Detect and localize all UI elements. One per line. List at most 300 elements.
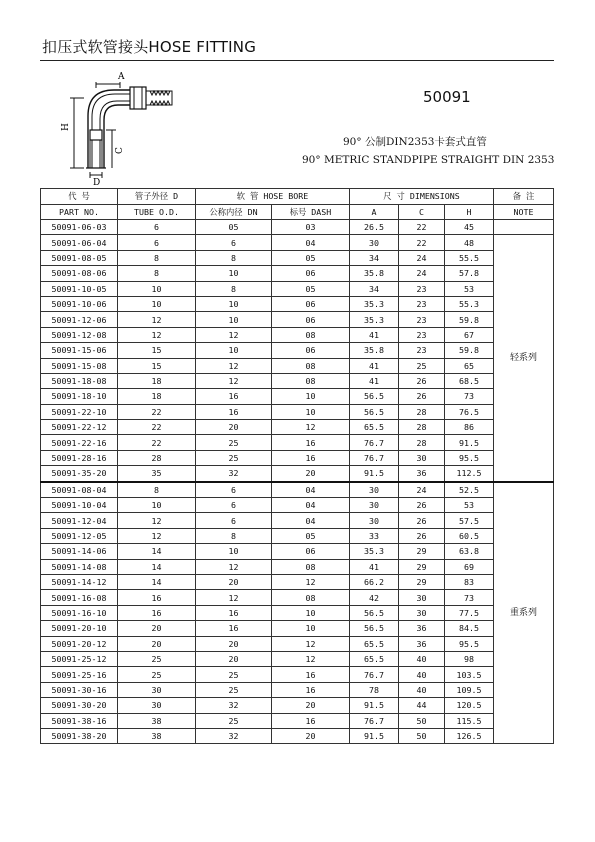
table-cell: 91.5 — [350, 728, 399, 743]
table-row — [41, 636, 554, 651]
table-cell: 40 — [399, 667, 445, 682]
table-cell: 40 — [399, 682, 445, 697]
table-cell: 38 — [118, 728, 196, 743]
table-cell: 40 — [399, 651, 445, 666]
table-cell: 126.5 — [445, 728, 494, 743]
table-cell: 10 — [196, 296, 272, 311]
table-cell: 15 — [118, 358, 196, 373]
table-cell: 95.5 — [445, 450, 494, 465]
table-row — [41, 466, 554, 482]
table-cell: 12 — [196, 559, 272, 574]
table-cell: 10 — [196, 343, 272, 358]
table-cell: 12 — [118, 528, 196, 543]
table-cell: 35.3 — [350, 312, 399, 327]
table-cell: 50091-22-16 — [41, 435, 118, 450]
table-cell: 06 — [272, 312, 350, 327]
table-cell: 23 — [399, 327, 445, 342]
table-cell: 10 — [196, 312, 272, 327]
table-cell: 25 — [118, 651, 196, 666]
table-cell: 24 — [399, 266, 445, 281]
table-cell: 26.5 — [350, 220, 399, 235]
table-cell: 50091-30-16 — [41, 682, 118, 697]
table-cell: 50091-38-20 — [41, 728, 118, 743]
table-cell: 50091-08-04 — [41, 482, 118, 498]
table-cell: 35.8 — [350, 343, 399, 358]
table-cell: 22 — [118, 435, 196, 450]
table-cell: 56.5 — [350, 621, 399, 636]
table-row — [41, 343, 554, 358]
table-cell: 25 — [196, 450, 272, 465]
table-cell: 14 — [118, 559, 196, 574]
table-cell: 30 — [350, 513, 399, 528]
table-row — [41, 420, 554, 435]
table-cell: 8 — [196, 281, 272, 296]
table-cell: 25 — [399, 358, 445, 373]
fitting-drawing — [60, 68, 190, 186]
table-cell: 6 — [196, 235, 272, 250]
table-cell: 65 — [445, 358, 494, 373]
header-part-cn: 代 号 — [41, 189, 118, 205]
table-cell: 48 — [445, 235, 494, 250]
specification-table — [40, 188, 554, 744]
table-cell: 06 — [272, 296, 350, 311]
table-cell: 32 — [196, 728, 272, 743]
table-cell: 69 — [445, 559, 494, 574]
table-cell: 29 — [399, 574, 445, 589]
table-row — [41, 266, 554, 281]
table-cell: 22 — [118, 420, 196, 435]
table-row — [41, 574, 554, 589]
table-row — [41, 621, 554, 636]
table-cell: 95.5 — [445, 636, 494, 651]
table-cell: 15 — [118, 343, 196, 358]
table-cell: 18 — [118, 373, 196, 388]
table-cell: 57.5 — [445, 513, 494, 528]
table-cell: 50091-22-12 — [41, 420, 118, 435]
table-cell: 23 — [399, 281, 445, 296]
table-cell: 20 — [196, 636, 272, 651]
table-cell: 16 — [272, 667, 350, 682]
table-cell: 8 — [118, 250, 196, 265]
table-cell: 50091-12-06 — [41, 312, 118, 327]
table-cell: 16 — [118, 605, 196, 620]
header-note-cn: 备 注 — [494, 189, 554, 205]
table-cell: 20 — [272, 728, 350, 743]
table-cell: 32 — [196, 466, 272, 482]
table-cell: 12 — [118, 513, 196, 528]
table-cell: 6 — [196, 513, 272, 528]
table-cell: 55.5 — [445, 250, 494, 265]
header-tube-cn: 管子外径 D — [118, 189, 196, 205]
table-cell: 10 — [272, 389, 350, 404]
table-cell: 53 — [445, 498, 494, 513]
table-cell: 12 — [196, 358, 272, 373]
table-cell: 20 — [272, 466, 350, 482]
table-cell: 12 — [272, 636, 350, 651]
table-cell: 67 — [445, 327, 494, 342]
table-cell: 12 — [272, 420, 350, 435]
table-cell: 30 — [399, 450, 445, 465]
header-dim-c: C — [399, 204, 445, 220]
header-divider — [40, 60, 554, 61]
table-cell: 06 — [272, 343, 350, 358]
model-number: 50091 — [423, 88, 471, 106]
table-cell: 91.5 — [445, 435, 494, 450]
table-cell: 12 — [118, 327, 196, 342]
table-cell: 63.8 — [445, 544, 494, 559]
table-cell: 84.5 — [445, 621, 494, 636]
table-row — [41, 482, 554, 498]
header-dimensions: 尺 寸 DIMENSIONS — [350, 189, 494, 205]
table-row — [41, 389, 554, 404]
table-row — [41, 312, 554, 327]
table-cell: 10 — [272, 621, 350, 636]
table-row — [41, 498, 554, 513]
table-cell: 41 — [350, 559, 399, 574]
table-cell: 25 — [196, 682, 272, 697]
table-cell: 50091-14-08 — [41, 559, 118, 574]
table-cell: 26 — [399, 389, 445, 404]
table-cell: 6 — [118, 220, 196, 235]
table-cell: 77.5 — [445, 605, 494, 620]
table-row — [41, 373, 554, 388]
table-cell: 8 — [118, 266, 196, 281]
table-row — [41, 281, 554, 296]
dimension-label-d: D — [93, 178, 101, 186]
table-cell: 65.5 — [350, 420, 399, 435]
table-cell: 12 — [196, 373, 272, 388]
table-cell: 56.5 — [350, 389, 399, 404]
table-cell: 24 — [399, 250, 445, 265]
table-cell: 109.5 — [445, 682, 494, 697]
table-cell: 30 — [118, 682, 196, 697]
table-cell: 41 — [350, 373, 399, 388]
table-row — [41, 544, 554, 559]
header-bore-dn: 公称内径 DN — [196, 204, 272, 220]
table-cell: 98 — [445, 651, 494, 666]
table-cell: 50091-20-10 — [41, 621, 118, 636]
table-cell: 50091-18-10 — [41, 389, 118, 404]
table-cell: 50091-22-10 — [41, 404, 118, 419]
table-cell: 16 — [272, 450, 350, 465]
table-cell: 45 — [445, 220, 494, 235]
table-cell: 6 — [118, 235, 196, 250]
table-cell: 50091-12-05 — [41, 528, 118, 543]
table-cell: 20 — [272, 698, 350, 713]
table-cell: 86 — [445, 420, 494, 435]
table-cell: 08 — [272, 373, 350, 388]
table-cell: 50091-15-06 — [41, 343, 118, 358]
table-cell: 05 — [272, 250, 350, 265]
table-cell: 30 — [399, 590, 445, 605]
table-cell: 08 — [272, 559, 350, 574]
series-note: 重系列 — [494, 482, 554, 744]
table-cell: 76.7 — [350, 667, 399, 682]
table-cell: 52.5 — [445, 482, 494, 498]
table-cell: 41 — [350, 358, 399, 373]
table-cell: 16 — [196, 605, 272, 620]
header-note: NOTE — [494, 204, 554, 220]
table-cell: 42 — [350, 590, 399, 605]
table-cell: 41 — [350, 327, 399, 342]
table-cell: 112.5 — [445, 466, 494, 482]
table-cell: 57.8 — [445, 266, 494, 281]
table-cell: 23 — [399, 296, 445, 311]
table-cell: 12 — [272, 574, 350, 589]
table-cell: 08 — [272, 327, 350, 342]
table-cell: 78 — [350, 682, 399, 697]
header-dim-h: H — [445, 204, 494, 220]
dimension-label-a: A — [118, 72, 125, 82]
table-cell: 8 — [118, 482, 196, 498]
table-cell: 28 — [399, 435, 445, 450]
table-cell: 12 — [272, 651, 350, 666]
table-cell: 50 — [399, 713, 445, 728]
table-cell: 12 — [196, 590, 272, 605]
table-cell: 10 — [196, 266, 272, 281]
table-row — [41, 220, 554, 235]
table-cell: 6 — [196, 498, 272, 513]
table-cell: 76.7 — [350, 450, 399, 465]
table-cell: 56.5 — [350, 605, 399, 620]
table-cell: 55.3 — [445, 296, 494, 311]
table-cell: 59.8 — [445, 312, 494, 327]
table-cell: 22 — [399, 235, 445, 250]
table-cell: 28 — [399, 404, 445, 419]
table-row — [41, 590, 554, 605]
table-cell: 76.7 — [350, 435, 399, 450]
table-body — [41, 220, 554, 744]
table-cell: 22 — [118, 404, 196, 419]
table-cell: 20 — [196, 420, 272, 435]
table-row — [41, 682, 554, 697]
table-cell: 32 — [196, 698, 272, 713]
table-cell: 73 — [445, 389, 494, 404]
table-cell: 35 — [118, 466, 196, 482]
table-cell: 66.2 — [350, 574, 399, 589]
table-cell: 14 — [118, 544, 196, 559]
table-cell: 24 — [399, 482, 445, 498]
table-cell: 53 — [445, 281, 494, 296]
table-cell: 91.5 — [350, 466, 399, 482]
table-cell: 14 — [118, 574, 196, 589]
table-cell: 50091-18-08 — [41, 373, 118, 388]
table-cell: 05 — [272, 281, 350, 296]
table-cell: 68.5 — [445, 373, 494, 388]
table-cell: 83 — [445, 574, 494, 589]
table-cell: 50091-38-16 — [41, 713, 118, 728]
table-cell: 50091-10-06 — [41, 296, 118, 311]
header-hose-bore: 软 管 HOSE BORE — [196, 189, 350, 205]
table-cell: 06 — [272, 266, 350, 281]
table-cell: 50091-14-06 — [41, 544, 118, 559]
table-cell: 30 — [118, 698, 196, 713]
table-cell: 25 — [196, 713, 272, 728]
table-row — [41, 404, 554, 419]
table-cell: 50091-28-16 — [41, 450, 118, 465]
table-cell: 76.5 — [445, 404, 494, 419]
page-title: 扣压式软管接头HOSE FITTING — [42, 38, 257, 56]
table-cell: 26 — [399, 373, 445, 388]
table-cell: 10 — [272, 605, 350, 620]
table-cell: 18 — [118, 389, 196, 404]
table-cell: 36 — [399, 621, 445, 636]
table-cell: 33 — [350, 528, 399, 543]
table-cell: 29 — [399, 544, 445, 559]
table-cell: 25 — [118, 667, 196, 682]
table-cell: 50091-12-04 — [41, 513, 118, 528]
table-row — [41, 358, 554, 373]
table-cell: 50091-08-06 — [41, 266, 118, 281]
table-row — [41, 605, 554, 620]
table-cell: 38 — [118, 713, 196, 728]
header-dash: 标号 DASH — [272, 204, 350, 220]
table-cell: 30 — [350, 235, 399, 250]
table-cell: 03 — [272, 220, 350, 235]
table-cell: 44 — [399, 698, 445, 713]
table-cell: 34 — [350, 250, 399, 265]
table-cell: 20 — [196, 574, 272, 589]
table-cell: 08 — [272, 358, 350, 373]
table-cell: 115.5 — [445, 713, 494, 728]
table-cell: 36 — [399, 466, 445, 482]
table-cell: 120.5 — [445, 698, 494, 713]
table-cell: 29 — [399, 559, 445, 574]
table-cell: 12 — [196, 327, 272, 342]
table-cell: 28 — [399, 420, 445, 435]
table-cell: 50091-15-08 — [41, 358, 118, 373]
table-cell: 73 — [445, 590, 494, 605]
dimension-label-h: H — [61, 123, 71, 131]
table-cell: 36 — [399, 636, 445, 651]
table-cell: 30 — [399, 605, 445, 620]
table-cell: 50091-16-08 — [41, 590, 118, 605]
table-cell: 16 — [196, 389, 272, 404]
table-cell: 50091-20-12 — [41, 636, 118, 651]
table-cell: 35.3 — [350, 296, 399, 311]
table-cell: 05 — [196, 220, 272, 235]
table-row — [41, 250, 554, 265]
table-row — [41, 713, 554, 728]
table-row — [41, 235, 554, 250]
header-tube-od: TUBE O.D. — [118, 204, 196, 220]
table-row — [41, 559, 554, 574]
table-cell: 65.5 — [350, 651, 399, 666]
table-cell: 35.3 — [350, 544, 399, 559]
table-cell: 08 — [272, 590, 350, 605]
table-cell: 50091-16-10 — [41, 605, 118, 620]
table-cell: 10 — [272, 404, 350, 419]
table-cell: 50091-12-08 — [41, 327, 118, 342]
table-cell: 50091-14-12 — [41, 574, 118, 589]
table-cell: 23 — [399, 312, 445, 327]
table-cell: 50091-25-16 — [41, 667, 118, 682]
table-row — [41, 667, 554, 682]
table-cell: 56.5 — [350, 404, 399, 419]
series-note — [494, 220, 554, 235]
table-cell: 50091-25-12 — [41, 651, 118, 666]
description-cn: 90° 公制DIN2353卡套式直管 — [343, 136, 487, 148]
table-cell: 22 — [399, 220, 445, 235]
table-cell: 28 — [118, 450, 196, 465]
table-cell: 59.8 — [445, 343, 494, 358]
table-cell: 50091-06-04 — [41, 235, 118, 250]
table-row — [41, 513, 554, 528]
table-cell: 60.5 — [445, 528, 494, 543]
table-cell: 34 — [350, 281, 399, 296]
table-cell: 30 — [350, 482, 399, 498]
table-cell: 04 — [272, 513, 350, 528]
table-row — [41, 435, 554, 450]
table-cell: 8 — [196, 528, 272, 543]
table-cell: 50091-30-20 — [41, 698, 118, 713]
header-dim-a: A — [350, 204, 399, 220]
table-cell: 103.5 — [445, 667, 494, 682]
table-cell: 50091-35-20 — [41, 466, 118, 482]
table-cell: 16 — [272, 713, 350, 728]
table-cell: 06 — [272, 544, 350, 559]
table-cell: 10 — [118, 281, 196, 296]
table-cell: 50091-10-04 — [41, 498, 118, 513]
table-cell: 23 — [399, 343, 445, 358]
table-row — [41, 528, 554, 543]
table-cell: 26 — [399, 498, 445, 513]
dimension-label-c: C — [115, 147, 125, 154]
table-cell: 50 — [399, 728, 445, 743]
table-cell: 25 — [196, 435, 272, 450]
table-row — [41, 728, 554, 743]
series-note: 轻系列 — [494, 235, 554, 482]
table-cell: 16 — [272, 682, 350, 697]
table-cell: 50091-10-05 — [41, 281, 118, 296]
table-row — [41, 450, 554, 465]
table-cell: 10 — [196, 544, 272, 559]
table-cell: 16 — [196, 621, 272, 636]
table-cell: 6 — [196, 482, 272, 498]
table-cell: 10 — [118, 498, 196, 513]
table-cell: 20 — [118, 621, 196, 636]
table-row — [41, 327, 554, 342]
table-cell: 04 — [272, 482, 350, 498]
table-cell: 65.5 — [350, 636, 399, 651]
table-cell: 8 — [196, 250, 272, 265]
table-cell: 04 — [272, 235, 350, 250]
table-row — [41, 296, 554, 311]
table-cell: 10 — [118, 296, 196, 311]
table-cell: 12 — [118, 312, 196, 327]
table-cell: 26 — [399, 528, 445, 543]
table-row — [41, 651, 554, 666]
table-cell: 50091-08-05 — [41, 250, 118, 265]
table-cell: 04 — [272, 498, 350, 513]
description-en: 90° METRIC STANDPIPE STRAIGHT DIN 2353 — [302, 154, 555, 166]
table-cell: 20 — [196, 651, 272, 666]
table-cell: 16 — [118, 590, 196, 605]
table-cell: 91.5 — [350, 698, 399, 713]
table-cell: 76.7 — [350, 713, 399, 728]
header-part-no: PART NO. — [41, 204, 118, 220]
table-cell: 50091-06-03 — [41, 220, 118, 235]
table-cell: 26 — [399, 513, 445, 528]
table-cell: 30 — [350, 498, 399, 513]
table-cell: 20 — [118, 636, 196, 651]
table-row — [41, 698, 554, 713]
table-cell: 25 — [196, 667, 272, 682]
table-cell: 16 — [272, 435, 350, 450]
table-cell: 05 — [272, 528, 350, 543]
table-cell: 16 — [196, 404, 272, 419]
table-cell: 35.8 — [350, 266, 399, 281]
